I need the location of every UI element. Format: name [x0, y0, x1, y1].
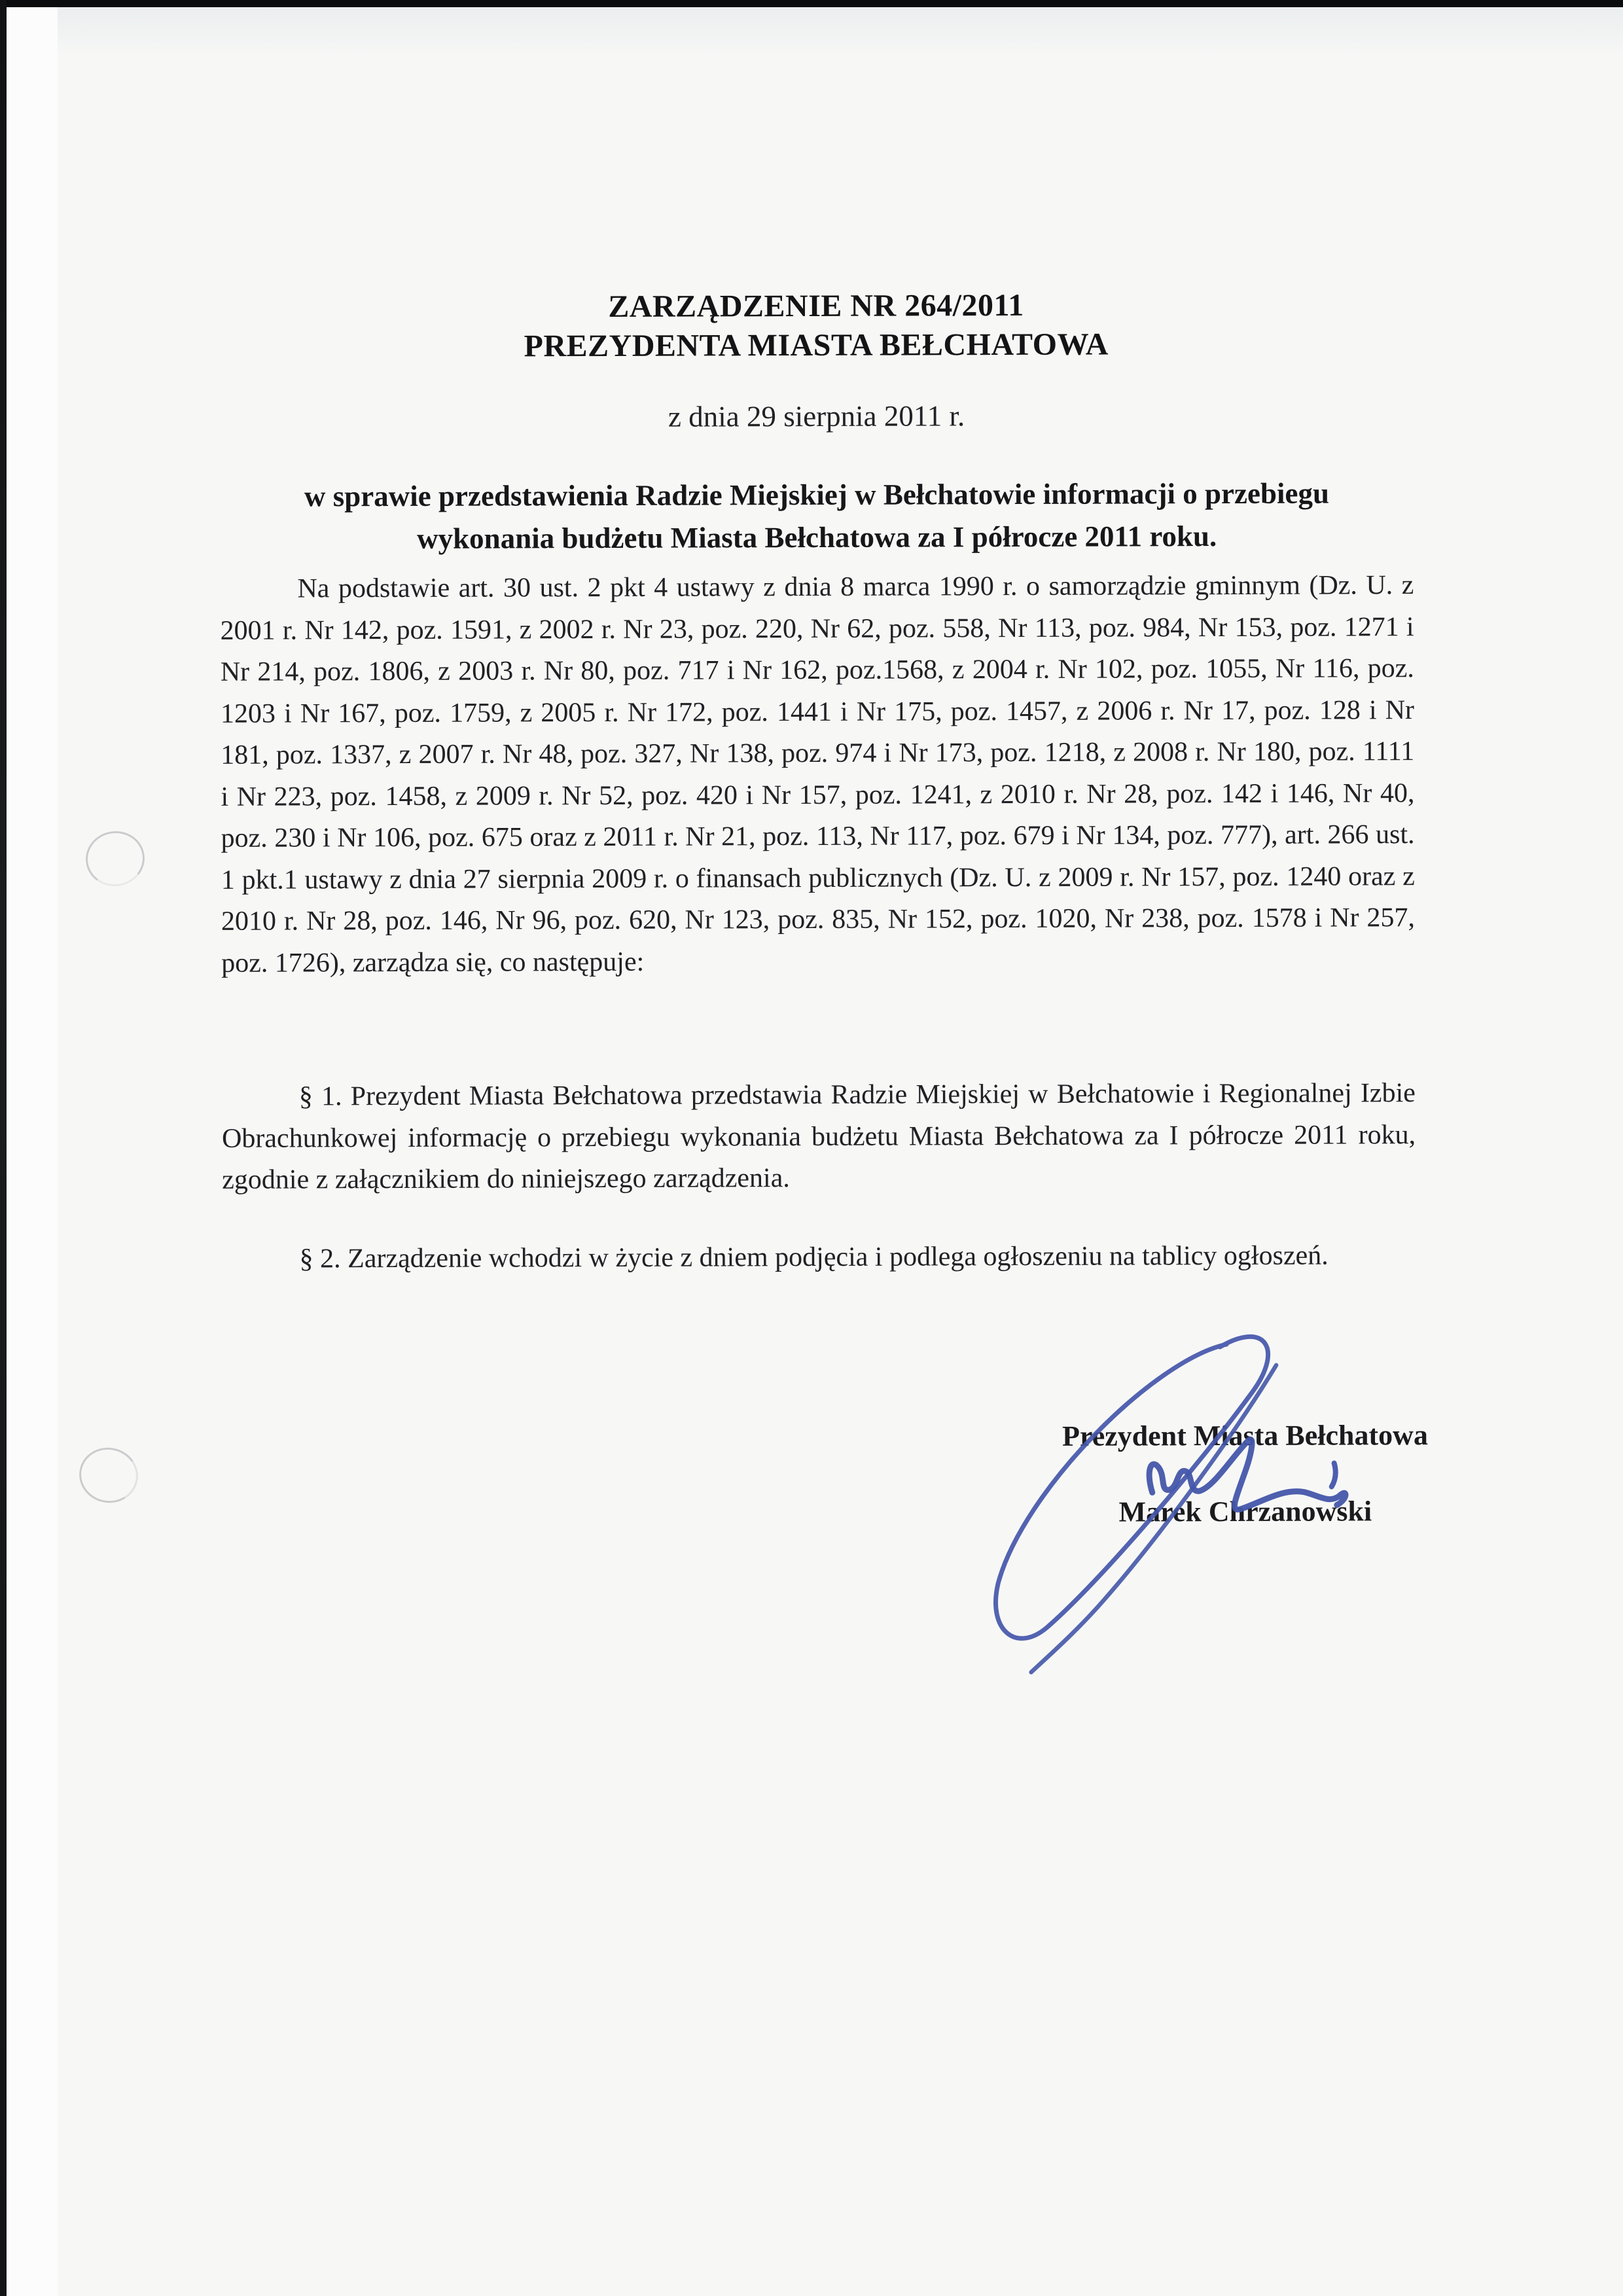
document-title	[219, 285, 1413, 367]
signature-block	[950, 1418, 1540, 1530]
title-line-issuer: PREZYDENTA MIASTA BEŁCHATOWA	[524, 327, 1109, 364]
signatory-role: Prezydent Miasta Bełchatowa	[1061, 1419, 1428, 1452]
subject-line-1: w sprawie przedstawienia Radzie Miejskiej w Bełchatowie informacji o przebiegu	[304, 476, 1330, 513]
title-line-number: ZARZĄDZENIE NR 264/2011	[608, 287, 1024, 324]
subject-line-2: wykonania budżetu Miasta Bełchatowa za I półrocze 2011 roku.	[417, 520, 1217, 555]
signatory-name: Marek Chrzanowski	[1118, 1495, 1372, 1528]
document-subject	[220, 472, 1414, 561]
document-date: z dnia 29 sierpnia 2011 r.	[668, 399, 965, 433]
paragraph-2: § 2. Zarządzenie wchodzi w życie z dniem podjęcia i podlega ogłoszeniu na tablicy ogłoszeń.	[299, 1240, 1329, 1274]
paragraph-1: § 1. Prezydent Miasta Bełchatowa przedstawia Radzie Miejskiej w Bełchatowie i Regionalnej Izbie Obrachunkowej informację o przebiegu wykonania budżetu Miasta Bełchatowa za I półrocze 2011 roku, zgodnie z załącznikiem do niniejszego zarządzenia.	[221, 1078, 1416, 1195]
legal-basis-paragraph: Na podstawie art. 30 ust. 2 pkt 4 ustawy z dnia 8 marca 1990 r. o samorządzie gminnym (Dz. U. z 2001 r. Nr 142, poz. 1591, z 2002 r. Nr 23, poz. 220, Nr 62, poz. 558, Nr 113, poz. 984, Nr 153, poz. 1271 i Nr 214, poz. 1806, z 2003 r. Nr 80, poz. 717 i Nr 162, poz.1568, z 2004 r. Nr 102, poz. 1055, Nr 116, poz. 1203 i Nr 167, poz. 1759, z 2005 r. Nr 172, poz. 1441 i Nr 175, poz. 1457, z 2006 r. Nr 17, poz. 128 i Nr 181, poz. 1337, z 2007 r. Nr 48, poz. 327, Nr 138, poz. 974 i Nr 173, poz. 1218, z 2008 r. Nr 180, poz. 1111 i Nr 223, poz. 1458, z 2009 r. Nr 52, poz. 420 i Nr 157, poz. 1241, z 2010 r. Nr 28, poz. 142 i 146, Nr 40, poz. 230 i Nr 106, poz. 675 oraz z 2011 r. Nr 21, poz. 113, Nr 117, poz. 679 i Nr 134, poz. 777), art. 266 ust. 1 pkt.1 ustawy z dnia 27 sierpnia 2009 r. o finansach publicznych (Dz. U. z 2009 r. Nr 157, poz. 1240 oraz z 2010 r. Nr 28, poz. 146, Nr 96, poz. 620, Nr 123, poz. 835, Nr 152, poz. 1020, Nr 238, poz. 1578 i Nr 257, poz. 1726), zarządza się, co następuje:	[220, 570, 1416, 978]
